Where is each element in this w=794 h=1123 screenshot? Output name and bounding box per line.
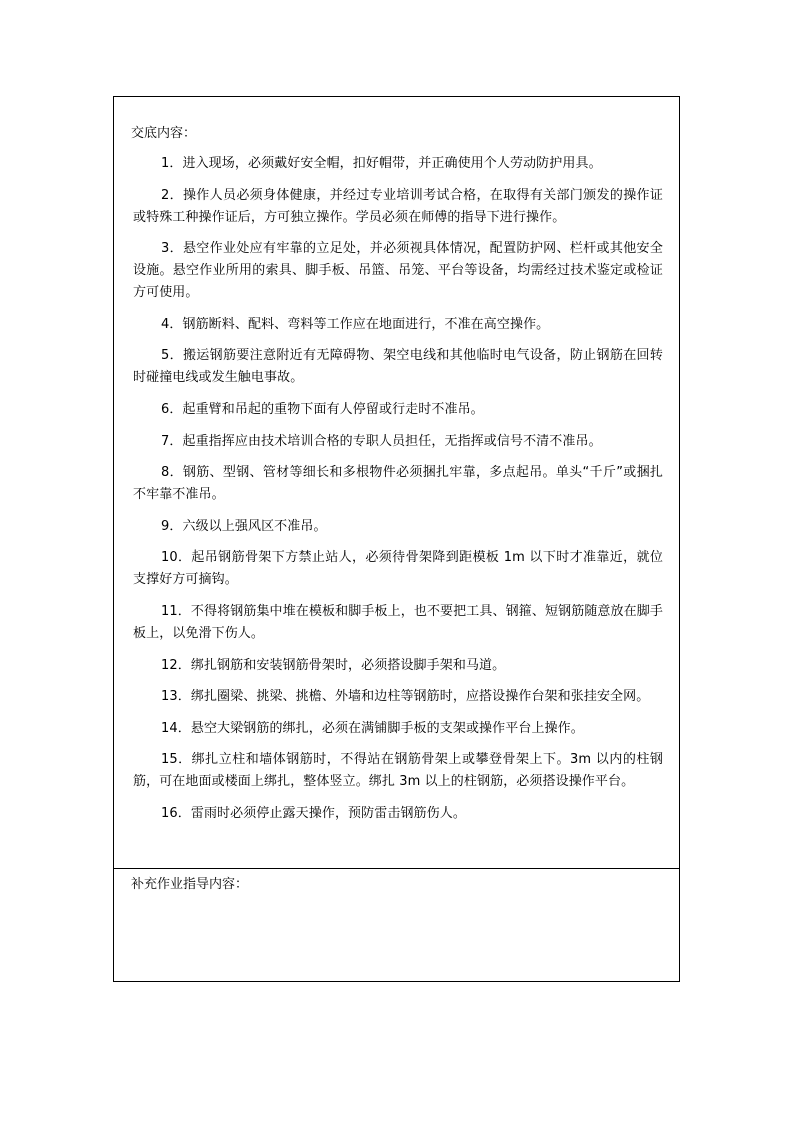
safety-item: 1．进入现场，必须戴好安全帽，扣好帽带，并正确使用个人劳动防护用具。 xyxy=(161,156,602,171)
safety-item: 6．起重臂和吊起的重物下面有人停留或行走时不准吊。 xyxy=(161,401,484,417)
safety-item: 16．雷雨时必须停止露天操作，预防雷击钢筋伤人。 xyxy=(161,805,466,821)
safety-items-list xyxy=(133,153,663,835)
safety-item: 5．搬运钢筋要注意附近有无障碍物、架空电线和其他临时电气设备，防止钢筋在回转时碰撞电线或发生触电事故。 xyxy=(133,348,663,386)
safety-item: 15．绑扎立柱和墙体钢筋时，不得站在钢筋骨架上或攀登骨架上下。3m 以内的柱钢筋，可在地面或楼面上绑扎，整体竖立。绑扎 3m 以上的柱钢筋，必须搭设操作平台。 xyxy=(133,752,663,790)
supplementary-guidance-section xyxy=(114,869,679,981)
safety-item: 12．绑扎钢筋和安装钢筋骨架时，必须搭设脚手架和马道。 xyxy=(161,657,506,673)
disclosure-content-label: 交底内容： xyxy=(131,126,197,141)
disclosure-table xyxy=(113,96,680,982)
safety-item: 13．绑扎圈梁、挑梁、挑檐、外墙和边柱等钢筋时，应搭设操作台架和张挂安全网。 xyxy=(161,689,650,705)
disclosure-content-section xyxy=(114,97,679,869)
safety-item: 4．钢筋断料、配料、弯料等工作应在地面进行，不准在高空操作。 xyxy=(161,316,550,332)
safety-item: 2．操作人员必须身体健康，并经过专业培训考试合格，在取得有关部门颁发的操作证或特殊工种操作证后，方可独立操作。学员必须在师傅的指导下进行操作。 xyxy=(133,187,663,225)
supplementary-guidance-label: 补充作业指导内容： xyxy=(131,877,249,892)
safety-item: 10．起吊钢筋骨架下方禁止站人，必须待骨架降到距模板 1m 以下时才准靠近，就位支撑好方可摘钩。 xyxy=(133,550,663,588)
safety-item: 9．六级以上强风区不准吊。 xyxy=(161,518,327,534)
safety-item: 8．钢筋、型钢、管材等细长和多根物件必须捆扎牢靠，多点起吊。单头“千斤”或捆扎不牢靠不准吊。 xyxy=(133,465,663,503)
safety-item: 14．悬空大梁钢筋的绑扎，必须在满铺脚手板的支架或操作平台上操作。 xyxy=(161,720,584,736)
safety-item: 3．悬空作业处应有牢靠的立足处，并必须视具体情况，配置防护网、栏杆或其他安全设施。悬空作业所用的索具、脚手板、吊篮、吊笼、平台等设备，均需经过技术鉴定或检证方可使用。 xyxy=(133,241,663,301)
safety-item: 7．起重指挥应由技术培训合格的专职人员担任，无指挥或信号不清不准吊。 xyxy=(161,433,602,449)
safety-item: 11．不得将钢筋集中堆在模板和脚手板上，也不要把工具、钢箍、短钢筋随意放在脚手板上，以免滑下伤人。 xyxy=(133,603,663,641)
